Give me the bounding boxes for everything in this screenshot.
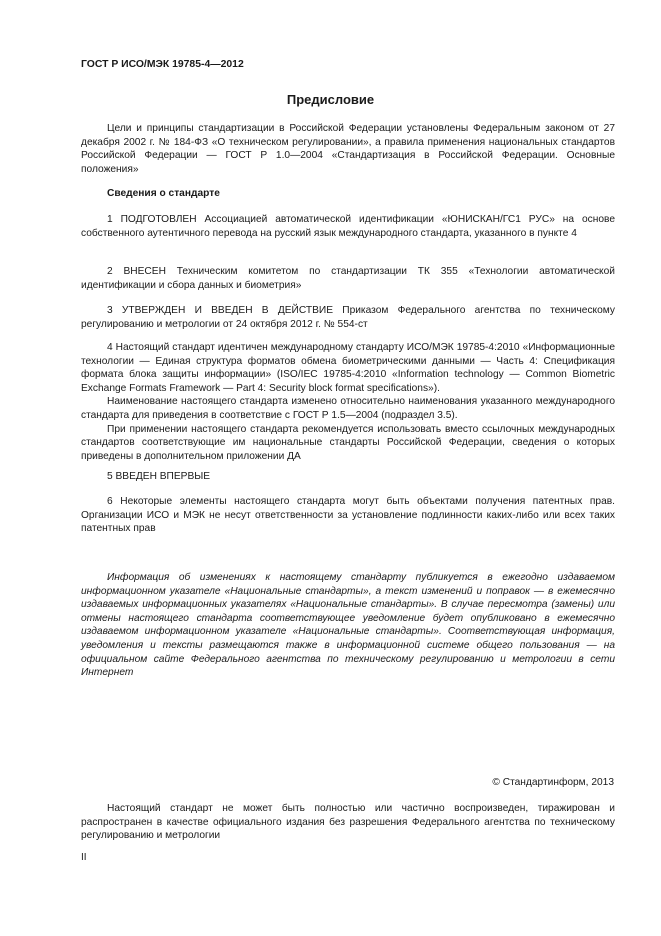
item-1 — [81, 213, 615, 240]
item-2 — [81, 265, 615, 292]
item-3 — [81, 304, 615, 331]
page-title: Предисловие — [286, 92, 375, 107]
item-3-text: 3 УТВЕРЖДЕН И ВВЕДЕН В ДЕЙСТВИЕ Приказом Федерального агентства по техническому регулированию и метрологии от 24 октября 2012 г. № 554-ст — [81, 305, 615, 330]
change-notice-text: Информация об изменениях к настоящему стандарту публикуется в ежегодно издаваемом информационном указателе «Национальные стандарты», а текст изменений и поправок — в ежемесячно издаваемых информационных указателях «Национальные стандарты». В случае пересмотра (замены) или отмены настоящего стандарта соответствующее уведомление будет опубликовано в ежемесячно издаваемом информационном указателе «Национальные стандарты». Соответствующая информация, уведомления и тексты размещаются также в информационной системе общего пользования — на официальном сайте Федерального агентства по техническому регулированию и метрологии в сети Интернет — [81, 572, 615, 679]
item-5-text: 5 ВВЕДЕН ВПЕРВЫЕ — [107, 471, 211, 482]
item-2-text: 2 ВНЕСЕН Техническим комитетом по стандартизации ТК 355 «Технологии автоматической идентификации и сбора данных и биометрия» — [81, 266, 615, 291]
change-notice — [81, 571, 615, 680]
copyright: © Стандартинформ, 2013 — [492, 777, 614, 788]
intro-text: Цели и принципы стандартизации в Российской Федерации установлены Федеральным законом от 27 декабря 2002 г. № 184-ФЗ «О техническом регулировании», а правила применения национальных стандартов Российской Федерации — ГОСТ Р 1.0—2004 «Стандартизация в Российской Федерации. Основные положения» — [81, 123, 615, 175]
reproduction-text: Настоящий стандарт не может быть полностью или частично воспроизведен, тиражирован и распространен в качестве официального издания без разрешения Федерального агентства по техническому регулированию и метрологии — [81, 803, 615, 842]
item-5 — [81, 470, 615, 484]
info-heading: Сведения о стандарте — [107, 188, 220, 199]
page-number: II — [81, 852, 87, 863]
standard-code-header: ГОСТ Р ИСО/МЭК 19785-4—2012 — [81, 59, 244, 70]
info-heading-block — [81, 187, 615, 201]
item-4 — [81, 341, 615, 463]
item-4-name-change: Наименование настоящего стандарта изменено относительно наименования указанного международного стандарта для приведения в соответствие с ГОСТ Р 1.5—2004 (подраздел 3.5). — [81, 396, 615, 421]
item-1-text: 1 ПОДГОТОВЛЕН Ассоциацией автоматической идентификации «ЮНИСКАН/ГС1 РУС» на основе собственного аутентичного перевода на русский язык международного стандарта, указанного в пункте 4 — [81, 214, 615, 239]
intro-paragraph — [81, 122, 615, 176]
item-4-text: 4 Настоящий стандарт идентичен международному стандарту ИСО/МЭК 19785-4:2010 «Информационные технологии — Единая структура форматов обмена биометрическими данными — Часть 4: Спецификация формата блока защиты информации» (ISO/IEC 19785-4:2010 «Information technology — Common Biometric Exchange Formats Framework — Part 4: Security block format specifications»). — [81, 342, 615, 394]
item-6 — [81, 495, 615, 536]
reproduction-notice — [81, 802, 615, 843]
item-4-references: При применении настоящего стандарта рекомендуется использовать вместо ссылочных международных стандартов соответствующие им национальные стандарты Российской Федерации, сведения о которых приведены в дополнительном приложении ДА — [81, 423, 615, 462]
item-6-text: 6 Некоторые элементы настоящего стандарта могут быть объектами получения патентных прав. Организации ИСО и МЭК не несут ответственности за установление подлинности каких-либо или всех таких патентных прав — [81, 496, 615, 535]
